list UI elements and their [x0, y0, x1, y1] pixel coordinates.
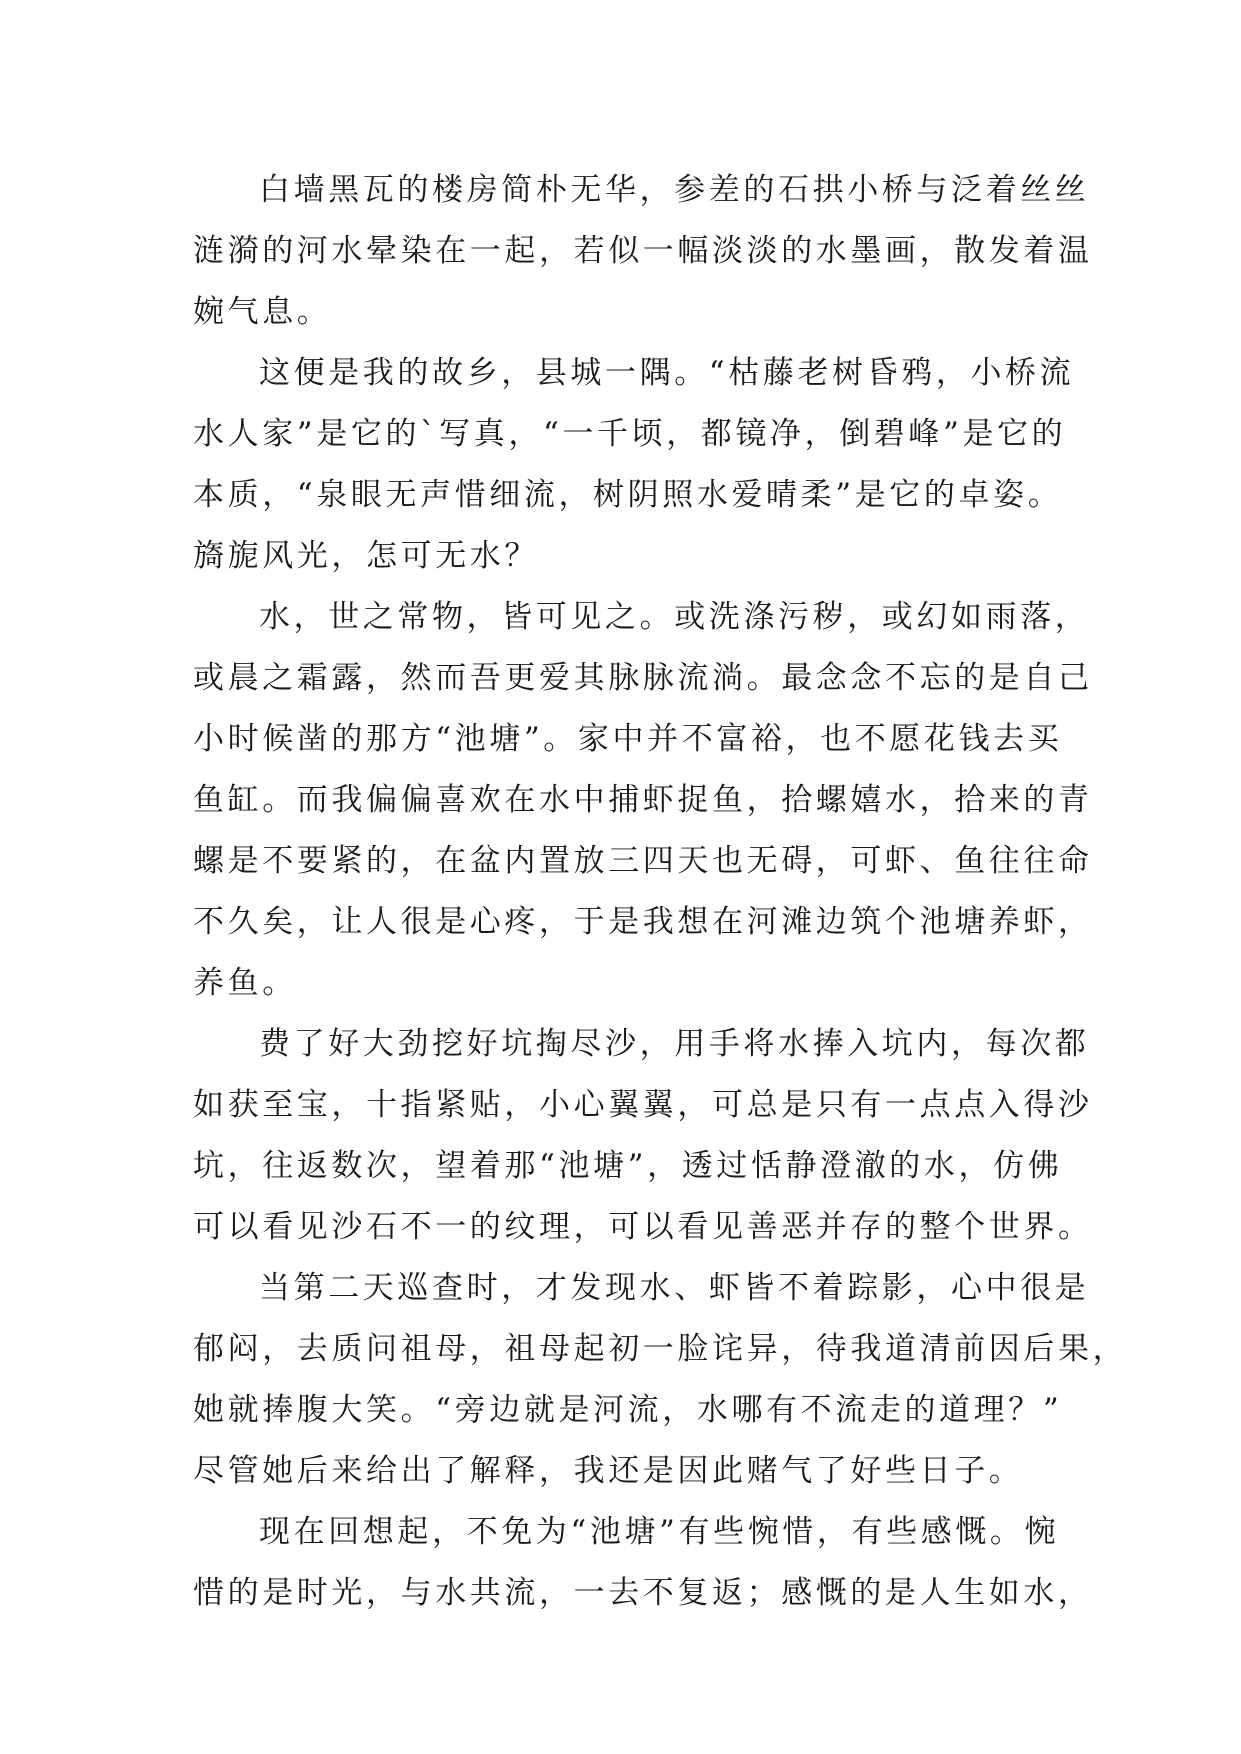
text-line: 或晨之霜露，然而吾更爱其脉脉流淌。最念念不忘的是自己	[193, 660, 1093, 696]
paragraph-2	[193, 343, 1073, 587]
text-line: 不久矣，让人很是心疼，于是我想在河滩边筑个池塘养虾，	[193, 904, 1093, 940]
text-line: 婉气息。	[193, 294, 332, 330]
paragraph-6	[193, 1502, 1093, 1624]
paragraph-5	[193, 1258, 1128, 1502]
text-line: 鱼缸。而我偏偏喜欢在水中捕虾捉鱼，拾螺嬉水，拾来的青	[193, 782, 1093, 818]
paragraph-3	[193, 587, 1093, 1014]
text-line: 小时候凿的那方“池塘”。家中并不富裕，也不愿花钱去买	[193, 721, 1063, 757]
text-line: 水，世之常物，皆可见之。或洗涤污秽，或幻如雨落，	[259, 599, 1090, 635]
text-line: 螺是不要紧的，在盆内置放三四天也无碍，可虾、鱼往往命	[193, 843, 1093, 879]
text-line: 旖旎风光，怎可无水？	[193, 538, 539, 574]
paragraph-1	[193, 160, 1093, 343]
text-line: 坑，往返数次，望着那“池塘”，透过恬静澄澈的水，仿佛	[193, 1148, 1063, 1184]
text-line: 惜的是时光，与水共流，一去不复返；感慨的是人生如水，	[193, 1575, 1093, 1611]
text-line: 现在回想起，不免为“池塘”有些惋惜，有些感慨。惋	[259, 1514, 1060, 1550]
text-line: 本质，“泉眼无声惜细流，树阴照水爱晴柔”是它的卓姿。	[193, 477, 1063, 513]
text-line: 可以看见沙石不一的纹理，可以看见善恶并存的整个世界。	[193, 1209, 1093, 1245]
document-body	[193, 160, 1128, 1624]
text-line: 这便是我的故乡，县城一隅。“枯藤老树昏鸦，小桥流	[259, 355, 1075, 391]
text-line: 尽管她后来给出了解释，我还是因此赌气了好些日子。	[193, 1453, 1024, 1489]
text-line: 涟漪的河水晕染在一起，若似一幅淡淡的水墨画，散发着温	[193, 233, 1093, 269]
text-line: 郁闷，去质问祖母，祖母起初一脸诧异，待我道清前因后果，	[193, 1331, 1128, 1367]
paragraph-4	[193, 1014, 1093, 1258]
text-line: 水人家”是它的`写真，“一千顷，都镜净，倒碧峰”是它的	[193, 416, 1067, 452]
text-line: 白墙黑瓦的楼房简朴无华，参差的石拱小桥与泛着丝丝	[259, 172, 1090, 208]
text-line: 费了好大劲挖好坑掏尽沙，用手将水捧入坑内，每次都	[259, 1026, 1090, 1062]
text-line: 如获至宝，十指紧贴，小心翼翼，可总是只有一点点入得沙	[193, 1087, 1093, 1123]
text-line: 她就捧腹大笑。“旁边就是河流，水哪有不流走的道理？”	[193, 1392, 1063, 1428]
text-line: 养鱼。	[193, 965, 297, 1001]
text-line: 当第二天巡查时，才发现水、虾皆不着踪影，心中很是	[259, 1270, 1090, 1306]
